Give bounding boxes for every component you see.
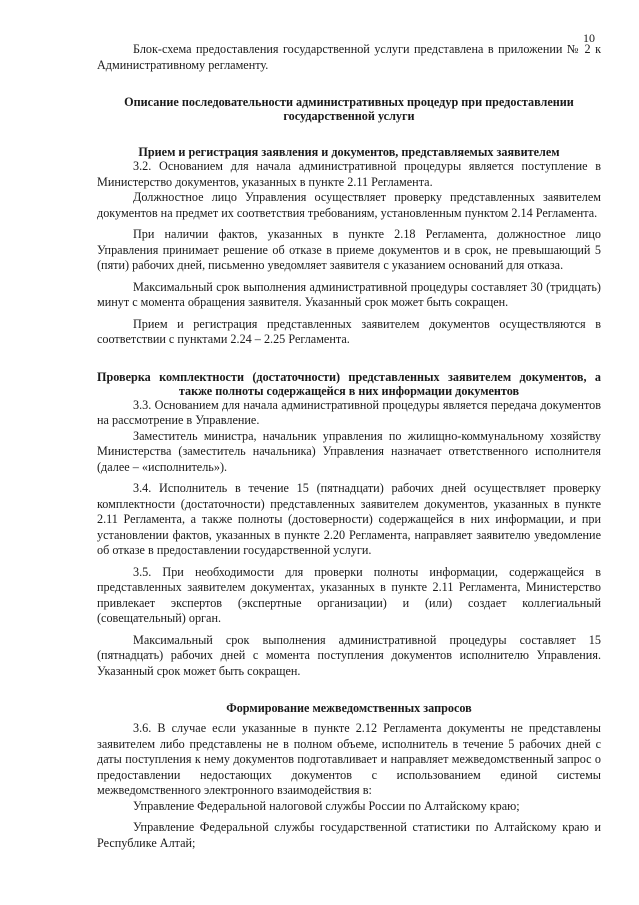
paragraph-statistics-service: Управление Федеральной службы государственной статистики по Алтайскому краю и Республике Алтай; [97, 820, 601, 850]
intro-paragraph: Блок-схема предоставления государственной услуги представлена в приложении № 2 к Административному регламенту. [97, 42, 601, 72]
heading-interagency-requests: Формирование межведомственных запросов [226, 701, 472, 715]
heading-procedures-description: Описание последовательности административных процедур при предоставлении государственной услуги [124, 95, 574, 123]
paragraph-deputy: Заместитель министра, начальник управления по жилищно-коммунальному хозяйству Министерства (заместитель начальника) Управления назначает ответственного исполнителя (далее – «исполнитель»). [97, 428, 601, 474]
paragraph-tax-service: Управление Федеральной налоговой службы России по Алтайскому краю; [133, 798, 520, 813]
page-number: 10 [583, 31, 595, 45]
paragraph-registration: Прием и регистрация представленных заявителем документов осуществляются в соответствии с пунктами 2.24 – 2.25 Регламента. [97, 316, 601, 346]
paragraph-3-6: 3.6. В случае если указанные в пункте 2.12 Регламента документы не представлены заявителем либо представлены не в полном объеме, исполнитель в течение 5 рабочих дней с даты поступления к нему документов подготавливает и направляет межведомственный запрос о предоставлении недостающих документов с использованием единой системы межведомственного электронного взаимодействия в: [97, 721, 601, 797]
paragraph-max-term-30: Максимальный срок выполнения административной процедуры составляет 30 (тридцать) минут с момента обращения заявителя. Указанный срок может быть сокращен. [97, 279, 601, 309]
paragraph-3-2: 3.2. Основанием для начала административной процедуры является поступление в Министерство документов, указанных в пункте 2.11 Регламента. [97, 159, 601, 189]
paragraph-3-4: 3.4. Исполнитель в течение 15 (пятнадцати) рабочих дней осуществляет проверку комплектности (достаточности) представленных заявителем документов, указанных в пункте 2.11 Регламента, а также полноты (достоверности) содержащейся в них информации, и при установлении фактов, указанных в пункте 2.20 Регламента, направляет заявителю уведомление об отказе в предоставлении государственной услуги. [97, 481, 601, 557]
paragraph-max-term-15: Максимальный срок выполнения административной процедуры составляет 15 (пятнадцать) рабочих дней с момента поступления документов исполнителю Управления. Указанный срок может быть сокращен. [97, 632, 601, 678]
paragraph-3-5: 3.5. При необходимости для проверки полноты информации, содержащейся в представленных заявителем документах, указанных в пункте 2.11 Регламента, Министерство привлекает экспертов (экспертные организации) и (или) создает коллегиальный (совещательный) орган. [97, 564, 601, 625]
heading-completeness-check: Проверка комплектности (достаточности) представленных заявителем документов, а также полноты содержащейся в них информации документов [97, 369, 601, 398]
paragraph-refusal: При наличии фактов, указанных в пункте 2.18 Регламента, должностное лицо Управления принимает решение об отказе в приеме документов и в срок, не превышающий 5 (пяти) рабочих дней, письменно уведомляет заявителя с указанием оснований для отказа. [97, 227, 601, 272]
page-content [97, 42, 601, 851]
paragraph-official-check: Должностное лицо Управления осуществляет проверку представленных заявителем документов на предмет их соответствия требованиям, установленным пунктом 2.14 Регламента. [97, 190, 601, 220]
paragraph-3-3: 3.3. Основанием для начала административной процедуры является передача документов на рассмотрение в Управление. [97, 397, 601, 427]
heading-reception-registration: Прием и регистрация заявления и документов, представляемых заявителем [138, 145, 560, 159]
